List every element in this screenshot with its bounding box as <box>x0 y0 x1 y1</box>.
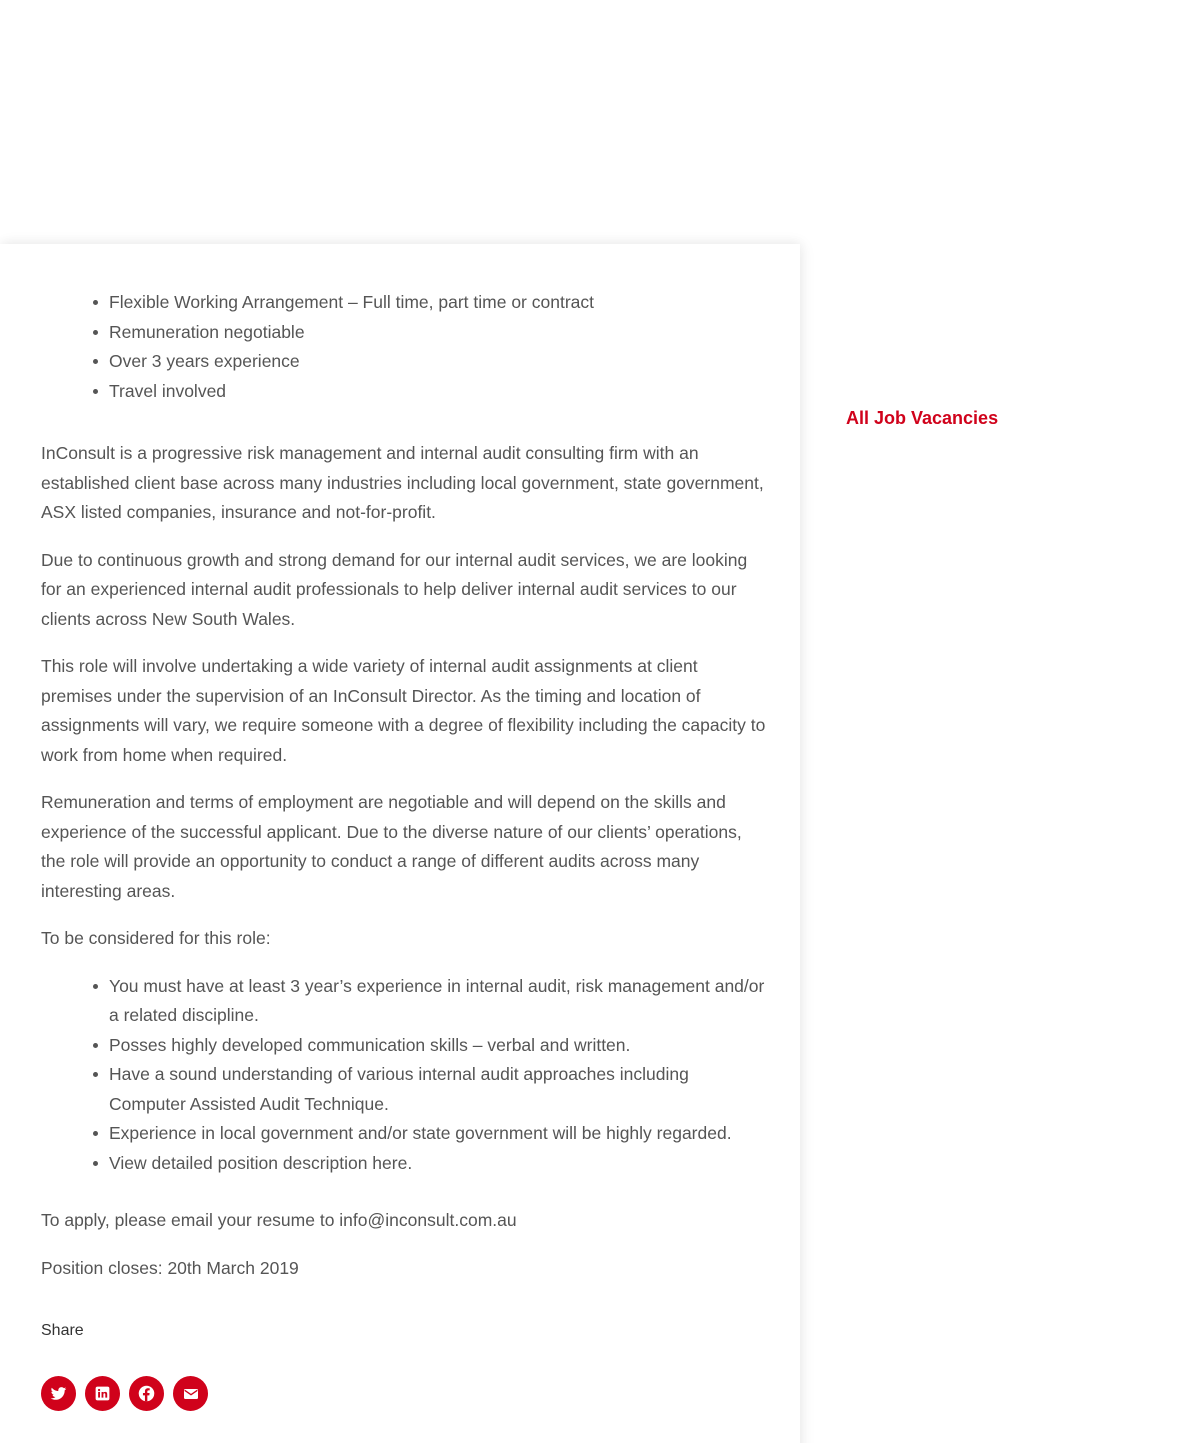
share-linkedin-button[interactable] <box>85 1376 120 1411</box>
role-paragraph: This role will involve undertaking a wide variety of internal audit assignments at client premises under the supervision of an InConsult Director. As the timing and location of assignments will vary, we require someone with a degree of flexibility including the capacity to work from home when required. <box>41 656 766 765</box>
job-content <box>41 288 766 1411</box>
highlight-item: Over 3 years experience <box>109 347 766 377</box>
all-job-vacancies-link[interactable]: All Job Vacancies <box>846 408 999 428</box>
highlight-item: Flexible Working Arrangement – Full time, part time or contract <box>109 288 766 318</box>
remuneration-paragraph: Remuneration and terms of employment are negotiable and will depend on the skills and experience of the successful applicant. Due to the diverse nature of our clients’ operations, the role will provide an opportunity to conduct a range of different audits across many interesting areas. <box>41 792 742 901</box>
highlight-item: Travel involved <box>109 377 766 407</box>
requirement-item: You must have at least 3 year’s experience in internal audit, risk management and/or a related discipline. <box>109 972 766 1031</box>
share-label: Share <box>41 1322 84 1339</box>
requirement-item: Posses highly developed communication skills – verbal and written. <box>109 1031 766 1061</box>
position-closes: Position closes: 20th March 2019 <box>41 1257 299 1278</box>
linkedin-icon <box>95 1386 110 1401</box>
highlight-item: Remuneration negotiable <box>109 318 766 348</box>
job-highlights-list <box>41 288 766 406</box>
requirements-intro: To be considered for this role: <box>41 928 271 948</box>
share-twitter-button[interactable] <box>41 1376 76 1411</box>
facebook-icon <box>138 1385 155 1402</box>
share-facebook-button[interactable] <box>129 1376 164 1411</box>
requirement-item-position-description[interactable]: View detailed position description here. <box>109 1149 766 1179</box>
requirement-item: Have a sound understanding of various internal audit approaches including Computer Assisted Audit Technique. <box>109 1060 766 1119</box>
company-intro-paragraph: InConsult is a progressive risk management and internal audit consulting firm with an established client base across many industries including local government, state government, ASX listed companies, insurance and not-for-profit. <box>41 443 764 522</box>
requirements-list <box>41 972 766 1179</box>
twitter-icon <box>50 1385 67 1402</box>
growth-paragraph: Due to continuous growth and strong demand for our internal audit services, we are looking for an experienced internal audit professionals to help deliver internal audit services to our clients across New South Wales. <box>41 549 748 629</box>
job-description-card <box>0 244 800 1443</box>
share-email-button[interactable] <box>173 1376 208 1411</box>
share-buttons <box>41 1376 766 1411</box>
envelope-icon <box>183 1386 199 1402</box>
apply-instructions: To apply, please email your resume to info@inconsult.com.au <box>41 1210 517 1230</box>
requirement-item: Experience in local government and/or state government will be highly regarded. <box>109 1119 766 1149</box>
